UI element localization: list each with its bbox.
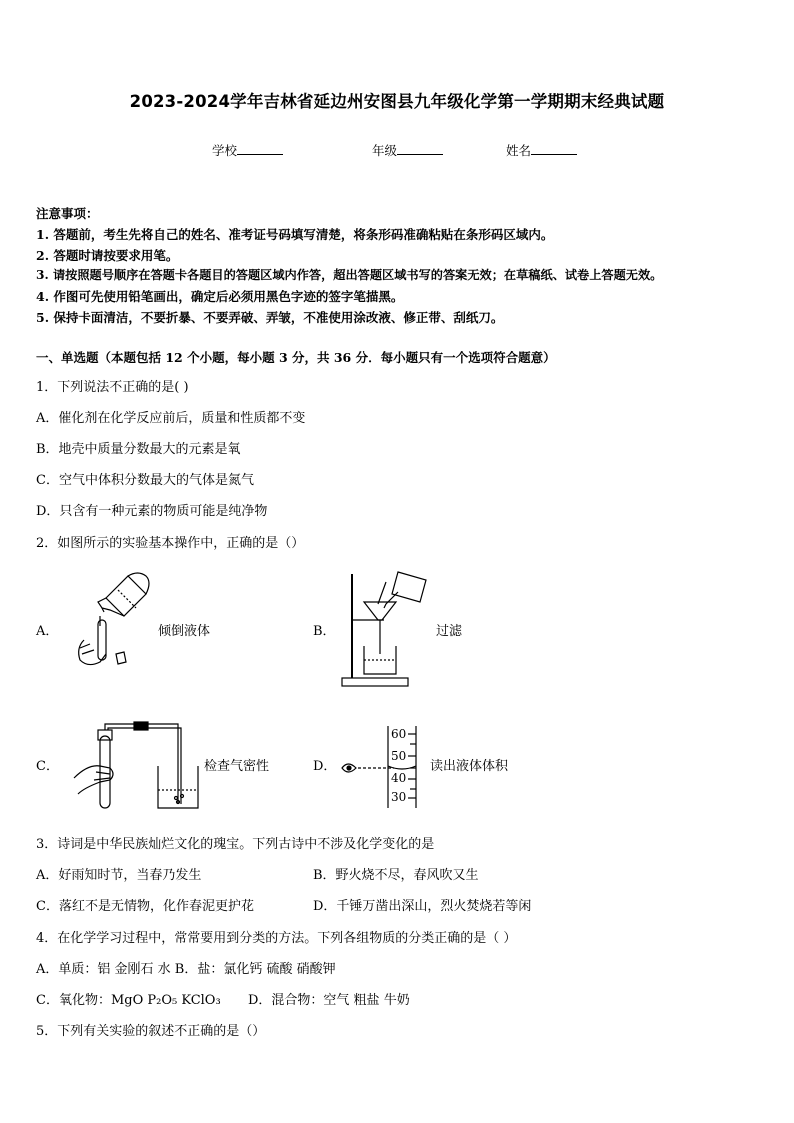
question-2-option-d-caption: 读出液体体积	[430, 759, 509, 774]
question-2-option-b-caption: 过滤	[436, 624, 463, 639]
notice-heading: 注意事项：	[36, 206, 99, 221]
question-2-option-c-label: C．	[36, 759, 59, 774]
notice-item: 4. 作图可先使用铅笔画出，确定后必须用黑色字迹的签字笔描黑。	[36, 289, 404, 304]
question-2-option-c-caption: 检查气密性	[204, 759, 270, 774]
scale-label-30: 30	[391, 790, 407, 804]
question-2-option-d-label: D．	[313, 759, 337, 774]
notice-item: 5. 保持卡面清洁，不要折暴、不要弄破、弄皱，不准使用涂改液、修正带、刮纸刀。	[36, 310, 504, 325]
question-3-option-a: A．好雨知时节，当春乃发生	[36, 868, 202, 883]
question-2-option-b-label: B．	[313, 624, 336, 639]
pouring-liquid-figure	[66, 568, 162, 672]
filtration-figure	[340, 568, 436, 692]
question-2-option-a-label: A．	[36, 624, 59, 639]
scale-label-50: 50	[391, 749, 407, 763]
airtightness-check-figure	[70, 722, 202, 812]
question-4-option-d: D．混合物：空气 粗盐 牛奶	[248, 993, 410, 1008]
question-2-option-a-caption: 倾倒液体	[158, 624, 211, 639]
grade-label: 年级	[372, 143, 398, 158]
question-1-option-a: A．催化剂在化学反应前后，质量和性质都不变	[36, 411, 306, 426]
scale-label-60: 60	[391, 727, 407, 741]
question-4-stem: 4．在化学学习过程中，常常要用到分类的方法。下列各组物质的分类正确的是（ ）	[36, 931, 517, 946]
scale-label-40: 40	[391, 771, 407, 785]
notice-item: 2. 答题时请按要求用笔。	[36, 248, 179, 263]
question-1-option-b: B．地壳中质量分数最大的元素是氧	[36, 442, 241, 457]
question-4-option-c: C．氧化物：MgO P₂O₅ KClO₃	[36, 993, 221, 1008]
name-blank	[531, 142, 577, 155]
name-field	[506, 141, 577, 159]
read-volume-figure	[338, 724, 430, 810]
exam-title: 2023-2024学年吉林省延边州安图县九年级化学第一学期期末经典试题	[129, 92, 665, 111]
question-5-stem: 5．下列有关实验的叙述不正确的是（）	[36, 1024, 266, 1039]
notice-item: 1. 答题前，考生先将自己的姓名、准考证号码填写清楚，将条形码准确粘贴在条形码区域内。	[36, 227, 554, 242]
question-1-option-d: D．只含有一种元素的物质可能是纯净物	[36, 504, 268, 519]
notice-item: 3. 请按照题号顺序在答题卡各题目的答题区域内作答，超出答题区域书写的答案无效；在草稿纸、试卷上答题无效。	[36, 268, 663, 282]
question-4-options-ab: A．单质：铝 金刚石 水 B．盐：氯化钙 硫酸 硝酸钾	[36, 962, 336, 977]
question-1-stem: 1．下列说法不正确的是( )	[36, 380, 189, 395]
school-field	[212, 141, 283, 159]
question-1-option-c: C．空气中体积分数最大的气体是氮气	[36, 473, 254, 488]
school-label: 学校	[212, 143, 238, 158]
question-3-option-d: D．千锤万凿出深山，烈火焚烧若等闲	[313, 899, 532, 914]
section-heading: 一、单选题（本题包括 12 个小题，每小题 3 分，共 36 分．每小题只有一个选项符合题意）	[36, 350, 556, 365]
grade-blank	[397, 142, 443, 155]
question-3-option-b: B．野火烧不尽，春风吹又生	[313, 868, 479, 883]
question-2-stem: 2．如图所示的实验基本操作中，正确的是（）	[36, 536, 305, 551]
name-label: 姓名	[506, 143, 532, 158]
question-3-option-c: C．落红不是无情物，化作春泥更护花	[36, 899, 254, 914]
school-blank	[237, 142, 283, 155]
grade-field	[372, 141, 443, 159]
question-3-stem: 3．诗词是中华民族灿烂文化的瑰宝。下列古诗中不涉及化学变化的是	[36, 837, 435, 852]
